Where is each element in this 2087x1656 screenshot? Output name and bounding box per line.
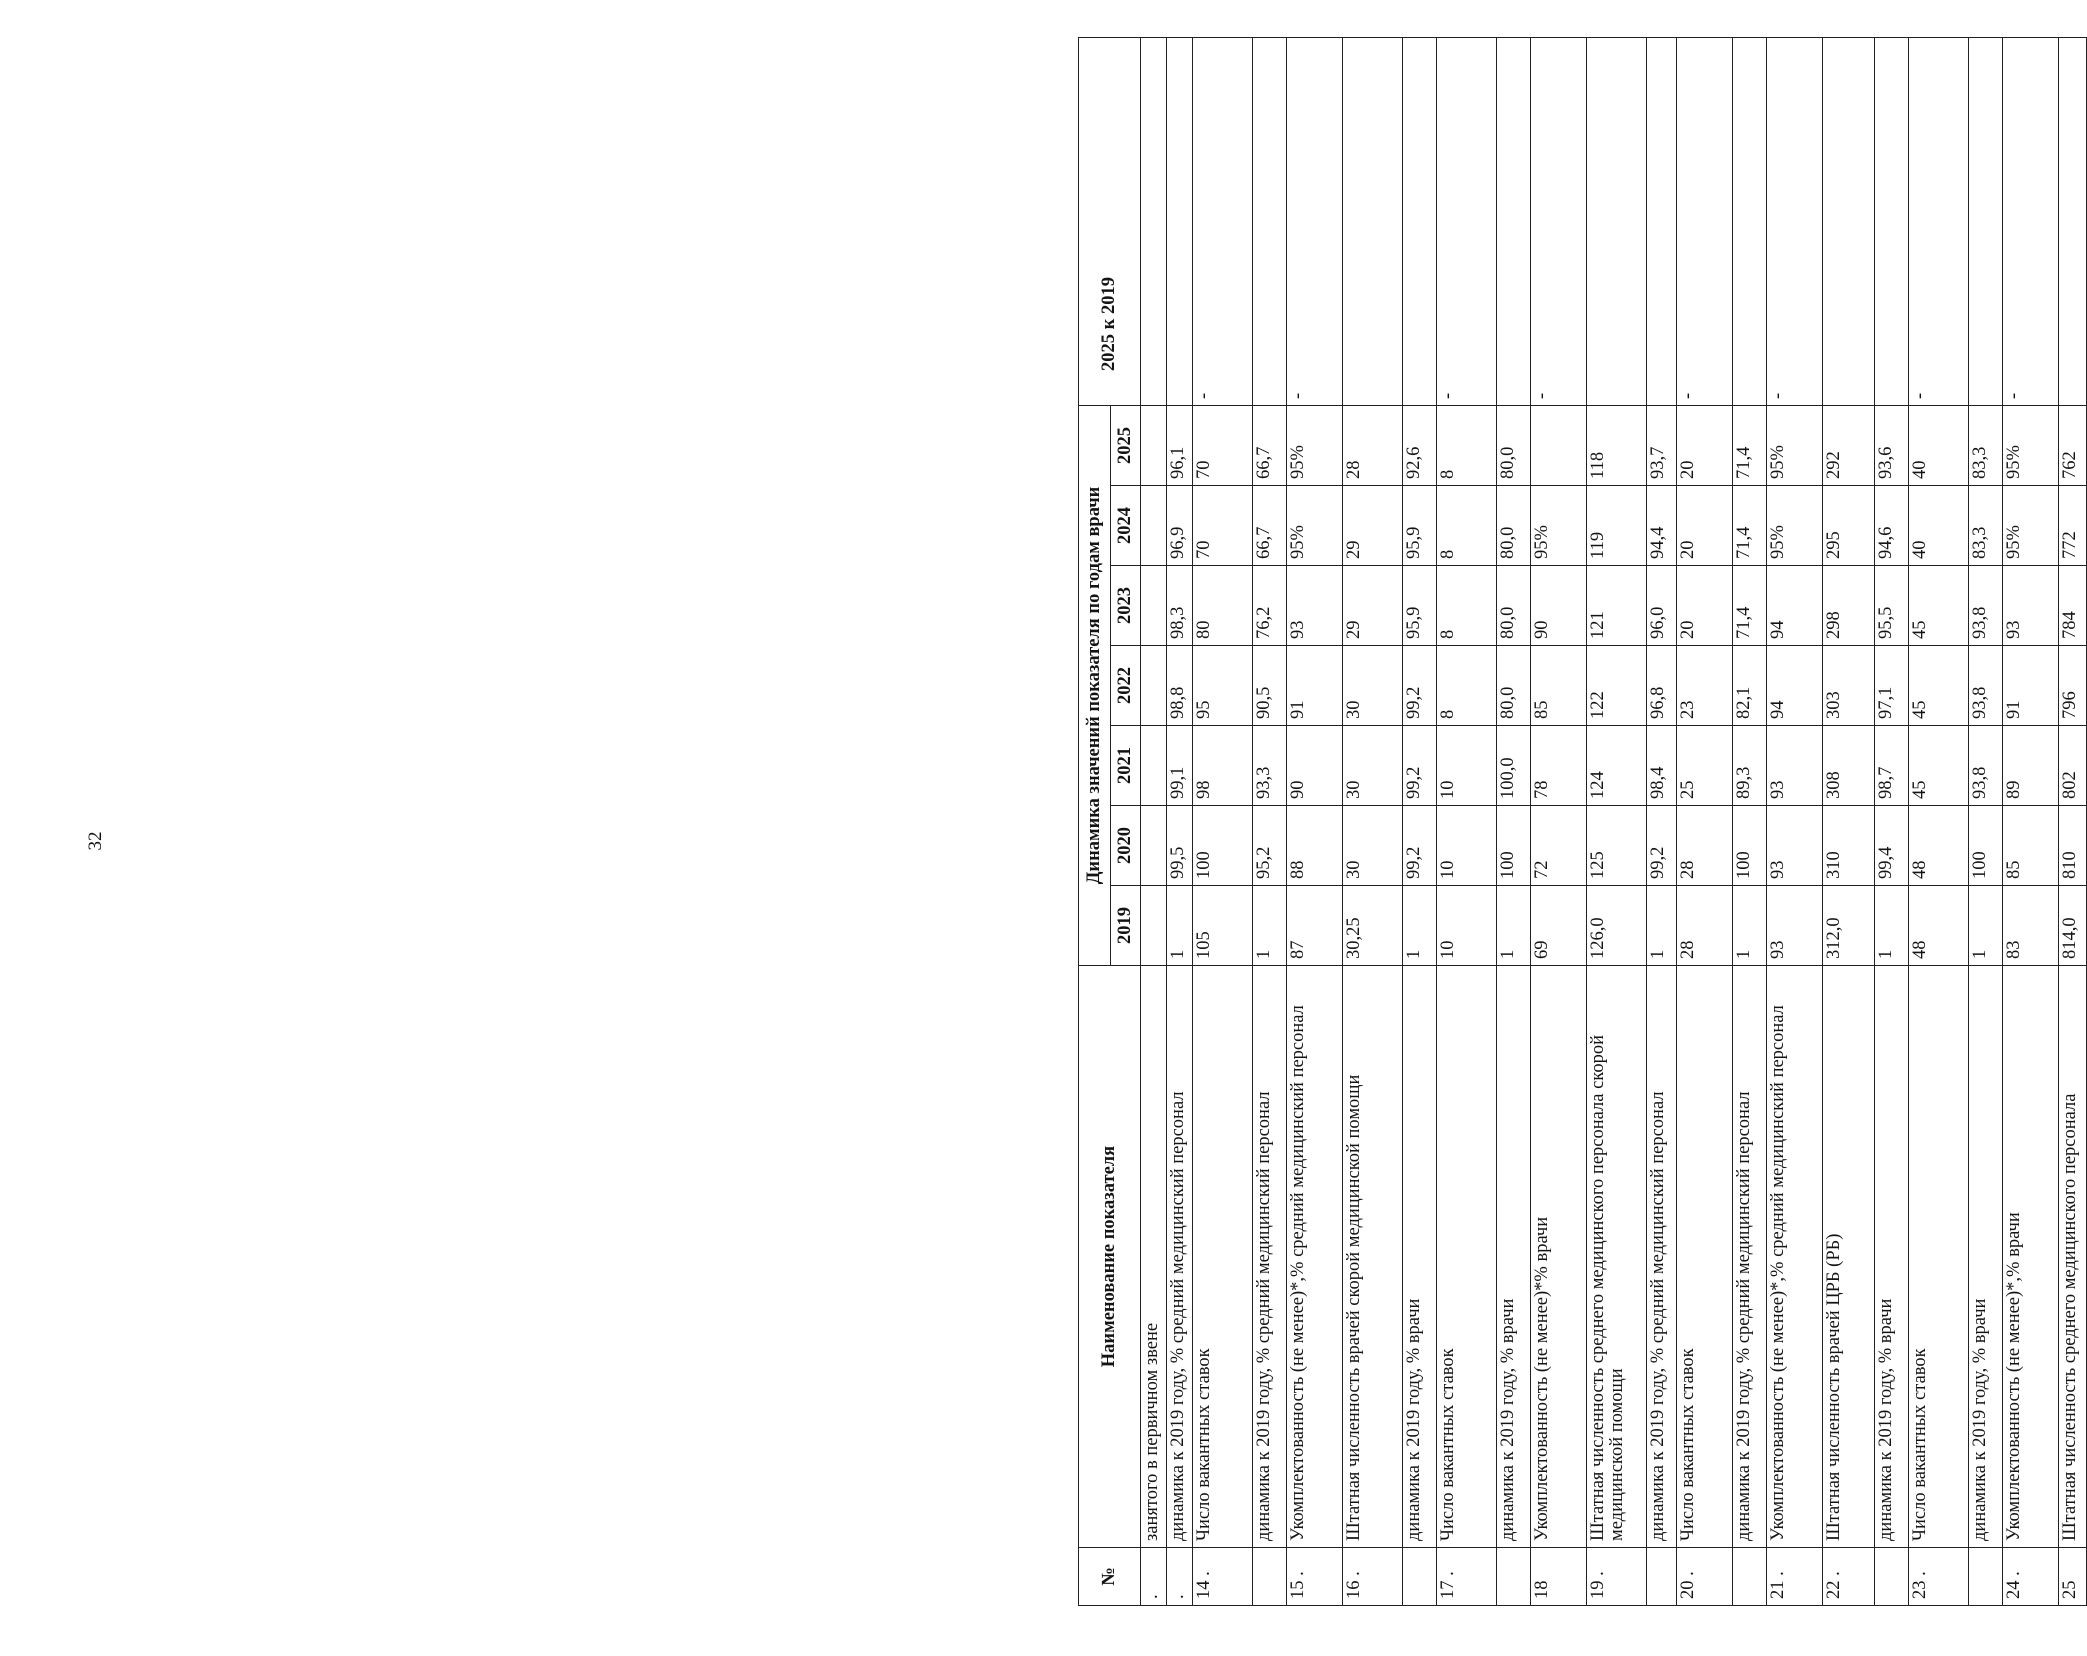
indicator-name: Штатная численность врачей скорой медицинской помощи — [1343, 966, 1403, 1548]
indicator-name: Укомплектованность (не менее)*% врачи — [1531, 966, 1587, 1548]
value-2025: 95% — [2003, 405, 2059, 485]
value-2020: 810 — [2059, 806, 2087, 886]
value-2022: 95 — [1193, 646, 1253, 726]
value-2025-vs-2019: - — [1909, 37, 1969, 405]
value-2021: 30 — [1343, 726, 1403, 806]
value-2025-vs-2019: - — [1193, 37, 1253, 405]
row-number: 22 . — [1823, 1548, 1875, 1606]
value-2022: 91 — [2003, 646, 2059, 726]
value-2025: 80,0 — [1497, 405, 1531, 485]
value-2023: 95,5 — [1875, 566, 1909, 646]
value-2019: 93 — [1767, 886, 1823, 966]
value-2024: 40 — [1909, 486, 1969, 566]
value-2025-vs-2019 — [1875, 37, 1909, 405]
row-number: 25 — [2059, 1548, 2087, 1606]
value-2022: 80,0 — [1497, 646, 1531, 726]
header-2025-vs-2019: 2025 к 2019 — [1079, 37, 1141, 405]
indicator-name: динамика к 2019 году, % врачи — [1403, 966, 1437, 1548]
value-2022: 303 — [1823, 646, 1875, 726]
value-2022: 94 — [1767, 646, 1823, 726]
value-2024: 80,0 — [1497, 486, 1531, 566]
header-num: № — [1079, 1548, 1141, 1606]
row-number — [1969, 1548, 2003, 1606]
row-number: 18 — [1531, 1548, 1587, 1606]
value-2025: 20 — [1677, 405, 1733, 485]
row-number: 16 . — [1343, 1548, 1403, 1606]
value-2024: 772 — [2059, 486, 2087, 566]
value-2024: 95% — [1531, 486, 1587, 566]
value-2023: 98,3 — [1167, 566, 1193, 646]
value-2025-vs-2019: - — [1531, 37, 1587, 405]
indicator-name: занятого в первичном звене — [1141, 966, 1167, 1548]
value-2022: 45 — [1909, 646, 1969, 726]
value-2023: 96,0 — [1647, 566, 1677, 646]
value-2021: 98,4 — [1647, 726, 1677, 806]
row-number: 17 . — [1437, 1548, 1497, 1606]
indicator-name: Укомплектованность (не менее)*,% врачи — [2003, 966, 2059, 1548]
value-2025-vs-2019 — [1823, 37, 1875, 405]
value-2020: 28 — [1677, 806, 1733, 886]
rotated-page — [1078, 118, 2078, 1606]
value-2025 — [1531, 405, 1587, 485]
table-row — [1343, 37, 1403, 1605]
row-number: 14 . — [1193, 1548, 1253, 1606]
value-2019: 1 — [1875, 886, 1909, 966]
row-number: 20 . — [1677, 1548, 1733, 1606]
indicator-name: Укомплектованность (не менее)*,% средний медицинский персонал — [1767, 966, 1823, 1548]
value-2024: 66,7 — [1253, 486, 1287, 566]
value-2023: 94 — [1767, 566, 1823, 646]
row-number: . — [1141, 1548, 1167, 1606]
value-2021: 90 — [1287, 726, 1343, 806]
value-2023: 784 — [2059, 566, 2087, 646]
table-body — [1141, 37, 2087, 1605]
value-2020: 99,2 — [1647, 806, 1677, 886]
header-year-2025: 2025 — [1111, 405, 1141, 485]
indicator-name: Число вакантных ставок — [1437, 966, 1497, 1548]
value-2019: 1 — [1403, 886, 1437, 966]
value-2024: 95% — [2003, 486, 2059, 566]
table-row — [2059, 37, 2087, 1605]
value-2025: 83,3 — [1969, 405, 2003, 485]
value-2023: 29 — [1343, 566, 1403, 646]
value-2020: 10 — [1437, 806, 1497, 886]
value-2024: 70 — [1193, 486, 1253, 566]
table-row — [1969, 37, 2003, 1605]
value-2020: 99,2 — [1403, 806, 1437, 886]
value-2021: 93,3 — [1253, 726, 1287, 806]
value-2024: 96,9 — [1167, 486, 1193, 566]
indicator-table — [1078, 37, 2087, 1606]
value-2021 — [1141, 726, 1167, 806]
table-row — [1677, 37, 1733, 1605]
value-2025-vs-2019 — [1587, 37, 1647, 405]
value-2021: 25 — [1677, 726, 1733, 806]
value-2025: 66,7 — [1253, 405, 1287, 485]
value-2020: 93 — [1767, 806, 1823, 886]
value-2025: 96,1 — [1167, 405, 1193, 485]
value-2022: 91 — [1287, 646, 1343, 726]
value-2023: 298 — [1823, 566, 1875, 646]
value-2025-vs-2019: - — [1437, 37, 1497, 405]
value-2022: 30 — [1343, 646, 1403, 726]
value-2021: 99,2 — [1403, 726, 1437, 806]
value-2022: 97,1 — [1875, 646, 1909, 726]
value-2025: 95% — [1767, 405, 1823, 485]
value-2023: 93 — [2003, 566, 2059, 646]
value-2023: 45 — [1909, 566, 1969, 646]
value-2023: 80 — [1193, 566, 1253, 646]
value-2019: 48 — [1909, 886, 1969, 966]
value-2023: 8 — [1437, 566, 1497, 646]
value-2025: 118 — [1587, 405, 1647, 485]
row-number: . — [1167, 1548, 1193, 1606]
value-2025: 28 — [1343, 405, 1403, 485]
indicator-name: динамика к 2019 году, % врачи — [1497, 966, 1531, 1548]
value-2023: 121 — [1587, 566, 1647, 646]
value-2020: 95,2 — [1253, 806, 1287, 886]
table-row — [2003, 37, 2059, 1605]
value-2025-vs-2019 — [1343, 37, 1403, 405]
value-2025: 8 — [1437, 405, 1497, 485]
table-row — [1587, 37, 1647, 1605]
value-2022: 82,1 — [1733, 646, 1767, 726]
value-2025-vs-2019: - — [1677, 37, 1733, 405]
indicator-name: динамика к 2019 году, % средний медицинский персонал — [1647, 966, 1677, 1548]
row-number: 15 . — [1287, 1548, 1343, 1606]
row-number: 19 . — [1587, 1548, 1647, 1606]
value-2022: 99,2 — [1403, 646, 1437, 726]
table-row — [1253, 37, 1287, 1605]
table-row — [1875, 37, 1909, 1605]
table-row — [1909, 37, 1969, 1605]
value-2020: 100 — [1733, 806, 1767, 886]
value-2020: 310 — [1823, 806, 1875, 886]
table-row — [1647, 37, 1677, 1605]
indicator-name: динамика к 2019 году, % врачи — [1969, 966, 2003, 1548]
value-2022: 8 — [1437, 646, 1497, 726]
value-2023 — [1141, 566, 1167, 646]
value-2024: 29 — [1343, 486, 1403, 566]
value-2022: 85 — [1531, 646, 1587, 726]
table-row — [1733, 37, 1767, 1605]
value-2021: 98 — [1193, 726, 1253, 806]
value-2025: 292 — [1823, 405, 1875, 485]
header-year-2019: 2019 — [1111, 886, 1141, 966]
value-2023: 71,4 — [1733, 566, 1767, 646]
value-2020: 88 — [1287, 806, 1343, 886]
value-2019: 1 — [1167, 886, 1193, 966]
indicator-name: Число вакантных ставок — [1909, 966, 1969, 1548]
header-year-2022: 2022 — [1111, 646, 1141, 726]
value-2025: 762 — [2059, 405, 2087, 485]
value-2024: 8 — [1437, 486, 1497, 566]
value-2024: 95% — [1767, 486, 1823, 566]
value-2025: 93,7 — [1647, 405, 1677, 485]
value-2021: 308 — [1823, 726, 1875, 806]
value-2019 — [1141, 886, 1167, 966]
value-2019: 105 — [1193, 886, 1253, 966]
table-row — [1141, 37, 1167, 1605]
value-2019: 69 — [1531, 886, 1587, 966]
value-2019: 28 — [1677, 886, 1733, 966]
value-2025-vs-2019 — [1167, 37, 1193, 405]
value-2019: 30,25 — [1343, 886, 1403, 966]
value-2021: 802 — [2059, 726, 2087, 806]
indicator-name: Штатная численность среднего медицинского персонала скорой медицинской помощи — [1587, 966, 1647, 1548]
value-2019: 83 — [2003, 886, 2059, 966]
value-2025-vs-2019: - — [1287, 37, 1343, 405]
value-2020: 30 — [1343, 806, 1403, 886]
value-2019: 126,0 — [1587, 886, 1647, 966]
table-row — [1167, 37, 1193, 1605]
row-number — [1253, 1548, 1287, 1606]
value-2019: 1 — [1253, 886, 1287, 966]
value-2023: 93,8 — [1969, 566, 2003, 646]
value-2025-vs-2019: - — [1767, 37, 1823, 405]
value-2020: 85 — [2003, 806, 2059, 886]
row-number — [1875, 1548, 1909, 1606]
value-2024: 94,6 — [1875, 486, 1909, 566]
value-2025-vs-2019 — [1141, 37, 1167, 405]
row-number — [1733, 1548, 1767, 1606]
value-2020: 100 — [1193, 806, 1253, 886]
value-2025-vs-2019 — [1253, 37, 1287, 405]
value-2020: 125 — [1587, 806, 1647, 886]
value-2021: 93 — [1767, 726, 1823, 806]
indicator-name: динамика к 2019 году, % врачи — [1875, 966, 1909, 1548]
value-2024: 119 — [1587, 486, 1647, 566]
header-year-2020: 2020 — [1111, 806, 1141, 886]
value-2024 — [1141, 486, 1167, 566]
value-2024: 94,4 — [1647, 486, 1677, 566]
row-number — [1403, 1548, 1437, 1606]
value-2025: 95% — [1287, 405, 1343, 485]
value-2019: 1 — [1647, 886, 1677, 966]
value-2025: 71,4 — [1733, 405, 1767, 485]
value-2024: 95% — [1287, 486, 1343, 566]
value-2019: 1 — [1969, 886, 2003, 966]
value-2024: 295 — [1823, 486, 1875, 566]
header-year-2023: 2023 — [1111, 566, 1141, 646]
table-row — [1823, 37, 1875, 1605]
value-2022 — [1141, 646, 1167, 726]
value-2025-vs-2019 — [1647, 37, 1677, 405]
value-2019: 814,0 — [2059, 886, 2087, 966]
value-2025 — [1141, 405, 1167, 485]
value-2019: 1 — [1733, 886, 1767, 966]
indicator-name: Штатная численность врачей ЦРБ (РБ) — [1823, 966, 1875, 1548]
value-2023: 20 — [1677, 566, 1733, 646]
value-2021: 93,8 — [1969, 726, 2003, 806]
value-2019: 10 — [1437, 886, 1497, 966]
table-row — [1437, 37, 1497, 1605]
indicator-name: Число вакантных ставок — [1677, 966, 1733, 1548]
value-2020: 48 — [1909, 806, 1969, 886]
header-year-2021: 2021 — [1111, 726, 1141, 806]
value-2022: 90,5 — [1253, 646, 1287, 726]
table-row — [1193, 37, 1253, 1605]
value-2025-vs-2019 — [1403, 37, 1437, 405]
value-2025-vs-2019: - — [2003, 37, 2059, 405]
value-2025-vs-2019 — [1969, 37, 2003, 405]
value-2023: 76,2 — [1253, 566, 1287, 646]
value-2024: 71,4 — [1733, 486, 1767, 566]
value-2023: 80,0 — [1497, 566, 1531, 646]
row-number: 24 . — [2003, 1548, 2059, 1606]
value-2020: 100 — [1969, 806, 2003, 886]
value-2025-vs-2019 — [1733, 37, 1767, 405]
value-2020: 99,5 — [1167, 806, 1193, 886]
table-row — [1403, 37, 1437, 1605]
value-2021: 45 — [1909, 726, 1969, 806]
value-2019: 87 — [1287, 886, 1343, 966]
value-2020: 100 — [1497, 806, 1531, 886]
value-2020: 72 — [1531, 806, 1587, 886]
header-year-2024: 2024 — [1111, 486, 1141, 566]
value-2025-vs-2019 — [2059, 37, 2087, 405]
indicator-name: динамика к 2019 году, % средний медицинский персонал — [1167, 966, 1193, 1548]
value-2021: 99,1 — [1167, 726, 1193, 806]
row-number: 21 . — [1767, 1548, 1823, 1606]
value-2021: 124 — [1587, 726, 1647, 806]
value-2025-vs-2019 — [1497, 37, 1531, 405]
value-2025: 70 — [1193, 405, 1253, 485]
value-2024: 20 — [1677, 486, 1733, 566]
row-number — [1647, 1548, 1677, 1606]
header-name: Наименование показателя — [1079, 966, 1141, 1548]
value-2021: 89,3 — [1733, 726, 1767, 806]
table-row — [1497, 37, 1531, 1605]
value-2023: 95,9 — [1403, 566, 1437, 646]
row-number: 23 . — [1909, 1548, 1969, 1606]
header-dynamics: Динамика значений показателя по годам врачи — [1079, 405, 1111, 965]
value-2023: 90 — [1531, 566, 1587, 646]
table-row — [1767, 37, 1823, 1605]
indicator-name: Штатная численность среднего медицинского персонала — [2059, 966, 2087, 1548]
value-2022: 23 — [1677, 646, 1733, 726]
value-2022: 98,8 — [1167, 646, 1193, 726]
value-2019: 1 — [1497, 886, 1531, 966]
value-2022: 796 — [2059, 646, 2087, 726]
value-2021: 78 — [1531, 726, 1587, 806]
indicator-name: Укомплектованность (не менее)*,% средний медицинский персонал — [1287, 966, 1343, 1548]
value-2024: 83,3 — [1969, 486, 2003, 566]
value-2021: 10 — [1437, 726, 1497, 806]
page-number: 32 — [85, 831, 106, 851]
value-2021: 100,0 — [1497, 726, 1531, 806]
value-2022: 96,8 — [1647, 646, 1677, 726]
value-2022: 122 — [1587, 646, 1647, 726]
value-2021: 98,7 — [1875, 726, 1909, 806]
row-number — [1497, 1548, 1531, 1606]
value-2020 — [1141, 806, 1167, 886]
value-2023: 93 — [1287, 566, 1343, 646]
value-2021: 89 — [2003, 726, 2059, 806]
value-2024: 95,9 — [1403, 486, 1437, 566]
value-2025: 92,6 — [1403, 405, 1437, 485]
value-2020: 99,4 — [1875, 806, 1909, 886]
value-2019: 312,0 — [1823, 886, 1875, 966]
value-2025: 40 — [1909, 405, 1969, 485]
table-row — [1287, 37, 1343, 1605]
indicator-name: Число вакантных ставок — [1193, 966, 1253, 1548]
table-row — [1531, 37, 1587, 1605]
indicator-name: динамика к 2019 году, % средний медицинский персонал — [1253, 966, 1287, 1548]
value-2025: 93,6 — [1875, 405, 1909, 485]
value-2022: 93,8 — [1969, 646, 2003, 726]
indicator-name: динамика к 2019 году, % средний медицинский персонал — [1733, 966, 1767, 1548]
